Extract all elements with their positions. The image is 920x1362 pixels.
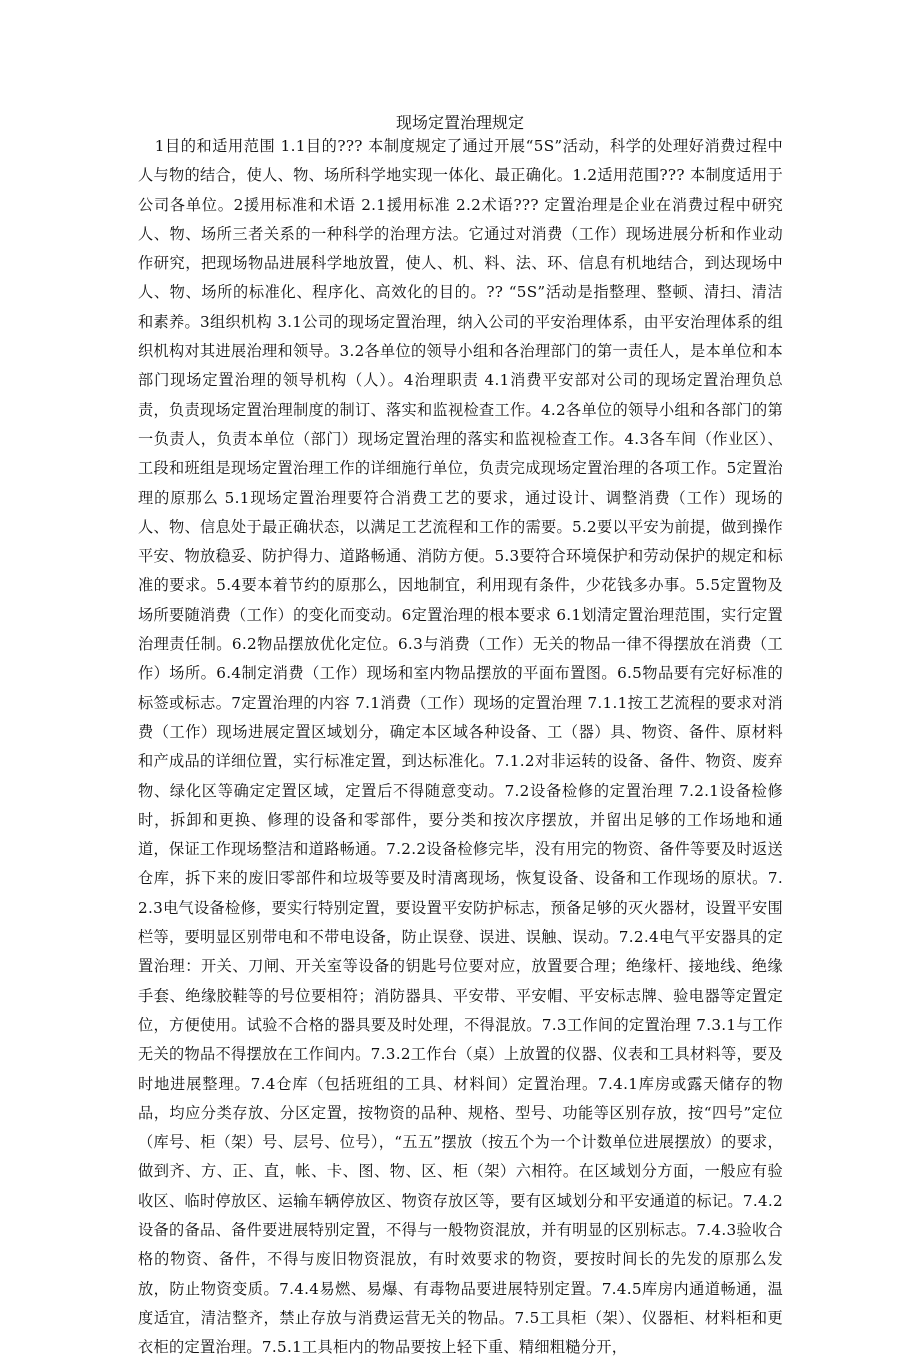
document-body-text: 1目的和适用范围 1.1目的??? 本制度规定了通过开展“5S”活动，科学的处理好消费过程中人与物的结合，使人、物、场所科学地实现一体化、最正确化。1.2适用范围??? 本制度适用于公司各单位。2援用标准和术语 2.1援用标准 2.2术语??? 定置治理是企业在消费过程中研究人、物、场所三者关系的一种科学的治理方法。它通过对消费（工作）现场进展分析和作业动作研究，把现场物品进展科学地放置，使人、机、料、法、环、信息有机地结合，到达现场中人、物、场所的标准化、程序化、高效化的目的。?? “5S”活动是指整理、整顿、清扫、清洁和素养。3组织机构 3.1公司的现场定置治理，纳入公司的平安治理体系，由平安治理体系的组织机构对其进展治理和领导。3.2各单位的领导小组和各治理部门的第一责任人，是本单位和本部门现场定置治理的领导机构（人）。4治理职责 4.1消费平安部对公司的现场定置治理负总责，负责现场定置治理制度的制订、落实和监视检查工作。4.2各单位的领导小组和各部门的第一负责人，负责本单位（部门）现场定置治理的落实和监视检查工作。4.3各车间（作业区）、工段和班组是现场定置治理工作的详细施行单位，负责完成现场定置治理的各项工作。5定置治理的原那么 5.1现场定置治理要符合消费工艺的要求，通过设计、调整消费（工作）现场的人、物、信息处于最正确状态，以满足工艺流程和工作的需要。5.2要以平安为前提，做到操作平安、物放稳妥、防护得力、道路畅通、消防方便。5.3要符合环境保护和劳动保护的规定和标准的要求。5.4要本着节约的原那么，因地制宜，利用现有条件，少花钱多办事。5.5定置物及场所要随消费（工作）的变化而变动。6定置治理的根本要求 6.1划清定置治理范围，实行定置治理责任制。6.2物品摆放优化定位。6.3与消费（工作）无关的物品一律不得摆放在消费（工作）场所。6.4制定消费（工作）现场和室内物品摆放的平面布置图。6.5物品要有完好标准的标签或标志。7定置治理的内容 7.1消费（工作）现场的定置治理 7.1.1按工艺流程的要求对消费（工作）现场进展定置区域划分，确定本区域各种设备、工（器）具、物资、备件、原材料和产成品的详细位置，实行标准定置，到达标准化。7.1.2对非运转的设备、备件、物资、废弃物、绿化区等确定定置区域，定置后不得随意变动。7.2设备检修的定置治理 7.2.1设备检修时，拆卸和更换、修理的设备和零部件，要分类和按次序摆放，并留出足够的工作场地和通道，保证工作现场整洁和道路畅通。7.2.2设备检修完毕，没有用完的物资、备件等要及时返送仓库，拆下来的废旧零部件和垃圾等要及时清离现场，恢复设备、设备和工作现场的原状。7.2.3电气设备检修，要实行特别定置，要设置平安防护标志，预备足够的灭火器材，设置平安围栏等，要明显区别带电和不带电设备，防止误登、误进、误触、误动。7.2.4电气平安器具的定置治理：开关、刀闸、开关室等设备的钥匙号位要对应，放置要合理；绝缘杆、接地线、绝缘手套、绝缘胶鞋等的号位要相符；消防器具、平安带、平安帽、平安标志牌、验电器等定置定位，方便使用。试验不合格的器具要及时处理，不得混放。7.3工作间的定置治理 7.3.1与工作无关的物品不得摆放在工作间内。7.3.2工作台（桌）上放置的仪器、仪表和工具材料等，要及时地进展整理。7.4仓库（包括班组的工具、材料间）定置治理。7.4.1库房或露天储存的物品，均应分类存放、分区定置，按物资的品种、规格、型号、功能等区别存放，按“四号”定位（库号、柜（架）号、层号、位号），“五五”摆放（按五个为一个计数单位进展摆放）的要求，做到齐、方、正、直，帐、卡、图、物、区、柜（架）六相符。在区域划分方面，一般应有验收区、临时停放区、运输车辆停放区、物资存放区等，要有区域划分和平安通道的标记。7.4.2设备的备品、备件要进展特别定置，不得与一般物资混放，并有明显的区别标志。7.4.3验收合格的物资、备件，不得与废旧物资混放，有时效要求的物资，要按时间长的先发的原那么发放，防止物资变质。7.4.4易燃、易爆、有毒物品要进展特别定置。7.4.5库房内通道畅通，温度适宜，清洁整齐，禁止存放与消费运营无关的物品。7.5工具柜（架）、仪器柜、材料柜和更衣柜的定置治理。7.5.1工具柜内的物品要按上轻下重、精细粗糙分开，: [138, 137, 783, 1357]
document-title: 现场定置治理规定: [395, 113, 524, 132]
